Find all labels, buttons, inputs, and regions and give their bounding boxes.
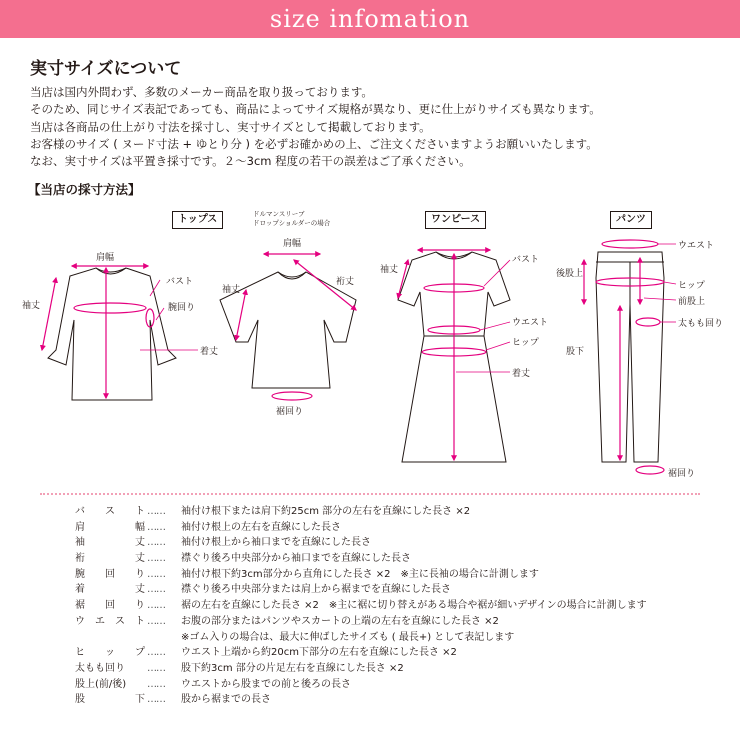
pants-waist-ellipse [602, 240, 658, 248]
definition-term: 腕 回 り [75, 568, 145, 580]
definition-dots: …… [147, 553, 165, 565]
susomawari-ellipse [272, 392, 312, 400]
label-onepiece: ワンピース [425, 211, 486, 229]
definition-list [75, 504, 715, 708]
definition-desc: 袖付け根下または肩下約25cm 部分の左右を直線にした長さ ×2 [181, 506, 471, 517]
definition-term: 着 丈 [75, 584, 145, 596]
definition-term: 太もも回り [75, 662, 125, 674]
label-onepiece-sodetake: 袖丈 [380, 265, 399, 275]
label-pants-waist: ウエスト [678, 241, 715, 251]
pants-susomawari-ellipse [636, 466, 664, 474]
label-onepiece-bust: バスト [512, 255, 540, 265]
dolman-illustration [220, 272, 356, 388]
definition-dots: …… [147, 600, 165, 612]
label-katahaba: 肩幅 [96, 253, 115, 263]
definition-desc: 袖付け根下約3cm部分から直角にした長さ ×2 ※主に長袖の場合に計測します [181, 568, 539, 580]
definition-row [75, 582, 715, 598]
intro-line: そのため、同じサイズ表記であっても、商品によってサイズ規格が異なり、更に仕上がりサイズも異なります。 [30, 102, 601, 117]
definition-desc: 裾の左右を直線にした長さ ×2 ※主に裾に切り替えがある場合や裾が細いデザインの場合に計測します [181, 600, 647, 612]
definition-desc: 襟ぐり後ろ中央部分または肩上から裾までを直線にした長さ [181, 584, 451, 596]
definition-desc: ウエストから股までの前と後ろの長さ [181, 678, 351, 690]
definition-row [75, 567, 715, 583]
definition-term: ウ エ ス ト [75, 615, 145, 627]
definition-row [75, 661, 715, 677]
intro-line: 当店は各商品の仕上がり寸法を採寸し、実寸サイズとして掲載しております。 [30, 119, 431, 134]
definition-desc: 袖付け根上から袖口までを直線にした長さ [181, 537, 371, 549]
definition-dots: …… [147, 584, 165, 596]
definition-row [75, 598, 715, 614]
label-pants-susomawari: 裾回り [668, 469, 696, 479]
definition-dots: …… [147, 506, 165, 517]
definition-term: 裾 回 り [75, 600, 145, 612]
definition-dots: …… [147, 537, 165, 549]
definition-dots: …… [147, 521, 165, 533]
label-tops: トップス [172, 211, 223, 229]
definition-row [75, 614, 715, 630]
dolman-note-line: ドロップショルダーの場合 [253, 218, 331, 227]
intro-text [30, 84, 720, 170]
definition-dots: …… [147, 662, 165, 674]
header-title: size infomation [269, 5, 471, 33]
header-bar [0, 0, 740, 38]
definition-desc: 襟ぐり後ろ中央部分から袖口までを直線にした長さ [181, 553, 411, 565]
label-futomomo: 太もも回り [678, 319, 724, 329]
definition-term: 股上(前/後) [75, 678, 127, 690]
definition-desc: 股下約3cm 部分の片足左右を直線にした長さ ×2 [181, 662, 404, 674]
definition-row [75, 551, 715, 567]
definition-dots: …… [147, 647, 165, 659]
label-kitake: 着丈 [200, 347, 219, 357]
label-dolman-katahaba: 肩幅 [283, 239, 302, 249]
label-maehiagari: 前股上 [678, 297, 706, 307]
definition-term: 肩 幅 [75, 521, 145, 533]
definition-desc: お腹の部分またはパンツやスカートの上端の左右を直線にした長さ ×2 [181, 615, 499, 627]
definition-row [75, 520, 715, 536]
definition-dots: …… [147, 678, 165, 690]
definition-row [75, 645, 715, 661]
definition-dots: …… [147, 615, 165, 627]
intro-line: なお、実寸サイズは平置き採寸です。２〜3cm 程度の若干の誤差はご了承ください。 [30, 154, 471, 169]
intro-line: 当店は国内外問わず、多数のメーカー商品を取り扱っております。 [30, 85, 373, 99]
definition-desc: 股から裾までの長さ [181, 694, 271, 706]
label-onepiece-kitake: 着丈 [512, 369, 531, 379]
definition-row [75, 630, 715, 646]
label-bust: バスト [166, 277, 194, 287]
definition-row [75, 535, 715, 551]
label-pants: パンツ [610, 211, 652, 229]
label-sodetake: 袖丈 [22, 301, 41, 311]
dotted-divider [40, 493, 700, 495]
tops-illustration [48, 268, 176, 400]
definition-row [75, 504, 715, 520]
definition-term: 袖 丈 [75, 537, 145, 549]
sodetake-arrow [42, 278, 56, 350]
pants-illustration [596, 252, 664, 462]
method-title: 【当店の採寸方法】 [28, 182, 141, 197]
dolman-note-line: ドルマンスリーブ [253, 210, 305, 218]
definition-term: ヒ ッ プ [75, 647, 145, 659]
label-dolman-sodetake: 袖丈 [222, 285, 241, 295]
label-susomawari: 裾回り [276, 407, 304, 417]
definition-note: ※ゴム入りの場合は、最大に伸ばしたサイズも ( 最長+) として表記します [181, 631, 515, 643]
definition-term: 裄 丈 [75, 553, 145, 565]
measurement-diagram [0, 200, 740, 485]
intro-title: 実寸サイズについて [30, 59, 182, 79]
definition-row [75, 677, 715, 693]
definition-row [75, 692, 715, 708]
label-kohiagari: 後股上 [556, 269, 584, 279]
label-udemawari: 腕回り [168, 303, 196, 313]
definition-term: 股 下 [75, 694, 145, 706]
definition-dots: …… [147, 694, 165, 706]
definition-desc: ウエスト上端から約20cm下部分の左右を直線にした長さ ×2 [181, 647, 457, 659]
label-matashita: 股下 [566, 347, 585, 357]
label-pants-hip: ヒップ [678, 281, 705, 291]
definition-dots: …… [147, 568, 165, 580]
label-onepiece-waist: ウエスト [512, 318, 549, 328]
definition-term: バ ス ト [75, 506, 145, 517]
intro-line: お客様のサイズ ( ヌード寸法 + ゆとり分 ) を必ずお確かめの上、ご注文くださいますようお願いいたします。 [30, 136, 598, 151]
definition-desc: 袖付け根上の左右を直線にした長さ [181, 521, 341, 533]
label-yuki: 裄丈 [336, 277, 355, 287]
label-onepiece-hip: ヒップ [512, 338, 539, 348]
